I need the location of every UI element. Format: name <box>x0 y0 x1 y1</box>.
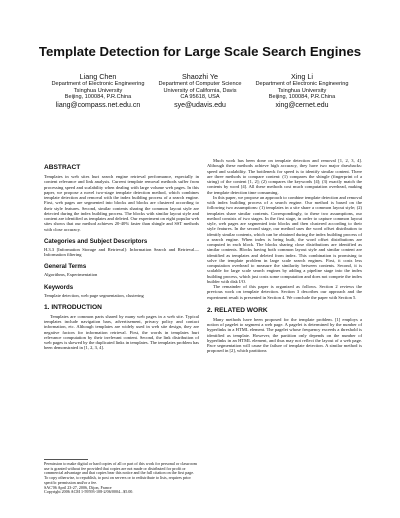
author-name: Liang Chen <box>79 72 117 81</box>
paragraph: The remainder of this paper is organized as follows. Section 2 reviews the previous work on template detection. Section 3 describes our approach and the experiment result is presented in Section 4. We conclude the paper with Section 5. <box>207 284 362 300</box>
paper-title: Template Detection for Large Scale Search Engines <box>38 44 362 59</box>
right-column <box>207 158 362 354</box>
author-email: sye@udavis.edu <box>174 102 226 110</box>
footnote-rule <box>44 459 88 460</box>
paragraph: Much work has been done on template detection and removal [1, 2, 3, 4]. Although these methods achieve high accuracy, they have two major drawbacks: speed and scalability. The bottleneck for speed is to identify similar content. There are three methods to compare content: (1) compares the shingle (fingerprint of a string) of the content [1, 2]; (2) compares the keywords [4]; (3) exactly match the contents by word [4]. All these methods cost much computation overhead, making the template detection time consuming. <box>207 158 362 195</box>
author-address: Beijing, 100084, P.R.China <box>64 94 132 101</box>
author-2 <box>152 72 248 110</box>
author-name: Xing Li <box>291 72 313 81</box>
general-terms-heading: General Terms <box>44 263 87 271</box>
author-org: Tsinghua University <box>277 87 327 94</box>
introduction-heading: 1. INTRODUCTION <box>44 303 102 311</box>
general-terms-text: Algorithms, Experimentation <box>44 272 98 278</box>
related-work-heading: 2. RELATED WORK <box>207 306 268 314</box>
abstract-text: Templates in web sites hurt search engine retrieval performance, especially in content relevance and link analysis. Current template removal methods suffer from processing speed and scalability when dealing with large volume web pages. In this paper, we propose a novel two-stage template detection method, which combines template detection and removal with the index building process of a search engine. First, web pages are segmented into blocks and blocks are clustered according to their style features. Second, similar contents sharing the common layout style are detected during the index building process. The blocks with similar layout style and content are identified as templates and deleted. Our experiment on eight popular web sites shows that our method achieves 20-40% faster than shingle and SST methods with close accuracy. <box>44 174 199 232</box>
author-1 <box>50 72 146 110</box>
author-dept: Department of Electronic Engineering <box>255 81 349 87</box>
introduction-text: Templates are common parts shared by many web pages in a web site. Typical templates include navigation bars, advertisement, privacy policy and contact information, etc. Although templates are widely used in web site design, they are negative factors for information retrieval. First, the words in templates hurt relevance computation by their irrelevant content. Second, the link distribution of web pages is skewed by the duplicated links in templates. The templates problem has been demonstrated in [1, 2, 3, 4]. <box>44 313 199 351</box>
categories-heading: Categories and Subject Descriptors <box>44 237 148 245</box>
author-3 <box>254 72 350 110</box>
keywords-heading: Keywords <box>44 283 74 291</box>
author-address: CA 95618, USA <box>180 94 220 101</box>
keywords-text: Template detection, web page segmentation, clustering <box>44 292 144 298</box>
copyright-text: Permission to make digital or hard copies of all or part of this work for personal or classroom use is granted without fee provided that copies are not made or distributed for profit or commercial advantage and that copies bear this notice and the full citation on the first page. To copy otherwise, to republish, to post on servers or to redistribute to lists, requires prior specific permission and/or a fee. SAC'06 April 23-27, 2006, Dijon, France Copyright 2006 ACM 1-59593-108-2/06/0004...$5.00. <box>44 461 197 495</box>
related-work-text: Many methods have been proposed for the template problem. [1] employs a notion of pagelet to segment a web page. A pagelet is determined by the number of hyperlinks in a HTML element. The pagelet whose frequency exceeds a threshold is identified as template. However, the partition only depends on the number of hyperlinks in an HTML element, and thus may not reflect the layout of a web page. Pace segmentation will cause the failure of template detection. A similar method is proposed in [2], which partitions <box>207 316 362 354</box>
author-address: Beijing, 100084, P.R.China <box>268 94 336 101</box>
author-org: Tsinghua University <box>73 87 123 94</box>
left-column <box>44 164 199 351</box>
abstract-heading: ABSTRACT <box>44 164 81 171</box>
author-dept: Department of Computer Science <box>158 81 242 87</box>
author-email: liang@compass.net.edu.cn <box>55 102 141 110</box>
author-org: University of California, Davis <box>163 87 237 94</box>
copyright-notice <box>44 456 199 495</box>
paragraph: In this paper, we propose an approach to combine template detection and removal with index building process of a search engine. Our method is based on the following two assumptions: (1) templates in a site share a common layout style; (2) templates share similar contents. Correspondingly, to these two assumptions, our method consists of two stages. In the first stage, in order to capture common layout style, web pages are segmented into blocks and then clustered according to their style features. In the second stage, our method uses the word offset distribution to identify similar contents, which can be obtained during the index building process of a search engine. When index is being built, the word offset distributions are computed in each block. The blocks sharing close distributions are identified as similar contents. Blocks having both common layout style and similar content are identified as templates and deleted from index. This combination is promising to solve the template problem in large scale search engines. First, it costs less computation overhead to measure the similarity between contents. Second, it is scalable for large scale search engines by adding a pipeline stage into the index building process, which just costs some computation and does not compete the index builder with disk I/O. <box>207 194 362 284</box>
author-name: Shaozhi Ye <box>182 72 218 81</box>
author-email: xing@cernet.edu <box>275 102 329 110</box>
categories-text: H.3.3 [Information Storage and Retrieval]: Information Search and Retrieval—Information filtering <box>44 246 199 257</box>
author-dept: Department of Electronic Engineering <box>51 81 145 87</box>
